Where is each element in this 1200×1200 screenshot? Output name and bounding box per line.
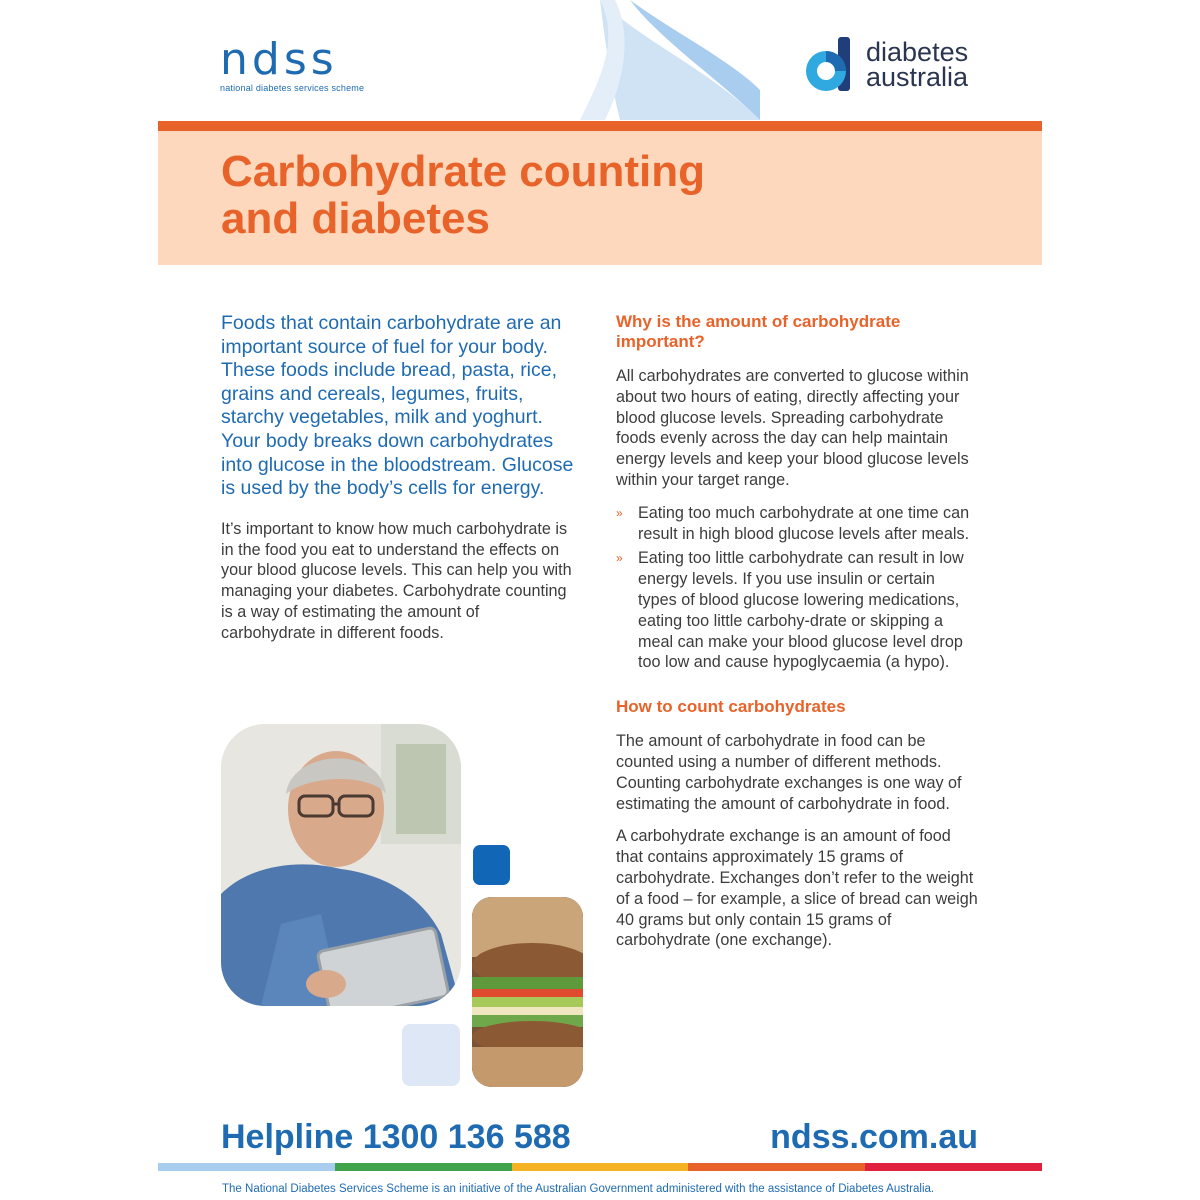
da-line1: diabetes — [866, 37, 969, 67]
man-with-tablet-photo — [221, 724, 461, 1006]
importance-paragraph: It’s important to know how much carbohydrate is in the food you eat to understand the effects on your blood glucose levels. This can help you with managing your diabetes. Carbohydrate counting is a way of estimating the amount of carbohydrate in different foods. — [221, 519, 572, 642]
bullet-list — [616, 503, 978, 673]
da-line2: australia — [866, 62, 969, 92]
stripe-segment — [158, 1163, 335, 1171]
decorative-pale-square — [402, 1024, 460, 1086]
website-link[interactable]: ndss.com.au — [770, 1118, 978, 1156]
header-accent-bar — [158, 121, 1042, 131]
exchange-paragraph: A carbohydrate exchange is an amount of food that contains approximately 15 grams of carbohydrate. Exchanges don’t refer to the weight of a food – for example, a slice of bread can weigh 40 grams but only contain 15 grams of carbohydrate (one exchange). — [616, 827, 978, 950]
title-line2: and diabetes — [221, 194, 490, 243]
bullet-marker-icon: » — [616, 505, 623, 520]
ndss-tagline: national diabetes services scheme — [220, 83, 365, 93]
intro-paragraph: Foods that contain carbohydrate are an important source of fuel for your body. These foods include bread, pasta, rice, grains and cereals, legumes, fruits, starchy vegetables, milk and yoghurt. Your body breaks down carbohydrates into glucose in the bloodstream. Glucose is used by the body’s cells for energy. — [221, 312, 574, 500]
sandwich-photo — [472, 897, 583, 1087]
left-column — [221, 312, 576, 644]
footer-note: The National Diabetes Services Scheme is an initiative of the Australian Government administered with the assistance of Diabetes Australia. — [222, 1183, 935, 1195]
stripe-segment — [688, 1163, 865, 1171]
ndss-logo — [220, 34, 390, 98]
footer-color-stripe — [158, 1163, 1042, 1171]
bullet-marker-icon: » — [616, 551, 623, 566]
diabetes-australia-logo — [804, 32, 994, 98]
bullet-item: » Eating too little carbohydrate can result in low energy levels. If you use insulin or certain types of blood glucose lowering medications, eating too little carbohy-drate or skipping a meal can make your blood glucose level drop too low and cause hypoglycaemia (a hypo). — [616, 549, 964, 672]
photo-illustration — [472, 897, 583, 1087]
conversion-paragraph: All carbohydrates are converted to glucose within about two hours of eating, directly affecting your blood glucose levels. Spreading carbohydrate foods evenly across the day can help maintain energy levels and keep your blood glucose levels within your target range. — [616, 367, 969, 489]
ndss-wordmark: ndss — [220, 34, 338, 85]
helpline-text: Helpline 1300 136 588 — [221, 1118, 571, 1156]
diabetes-australia-d-icon — [804, 37, 856, 93]
heading-how-to-count: How to count carbohydrates — [616, 697, 846, 717]
decorative-blue-square — [473, 845, 510, 885]
counting-methods-paragraph: The amount of carbohydrate in food can be counted using a number of different methods. Counting carbohydrate exchanges is one way of estimating the amount of carbohydrate in food. — [616, 732, 962, 813]
title-line1: Carbohydrate counting — [221, 147, 706, 196]
photo-illustration — [221, 724, 461, 1006]
page-title — [221, 148, 861, 242]
heading-why-important: Why is the amount of carbohydrate important? — [616, 312, 901, 351]
right-column — [616, 312, 978, 951]
bullet-item: » Eating too much carbohydrate at one time can result in high blood glucose levels after meals. — [616, 503, 970, 543]
decorative-swoosh — [560, 0, 760, 120]
stripe-segment — [512, 1163, 689, 1171]
stripe-segment — [865, 1163, 1042, 1171]
stripe-segment — [335, 1163, 512, 1171]
